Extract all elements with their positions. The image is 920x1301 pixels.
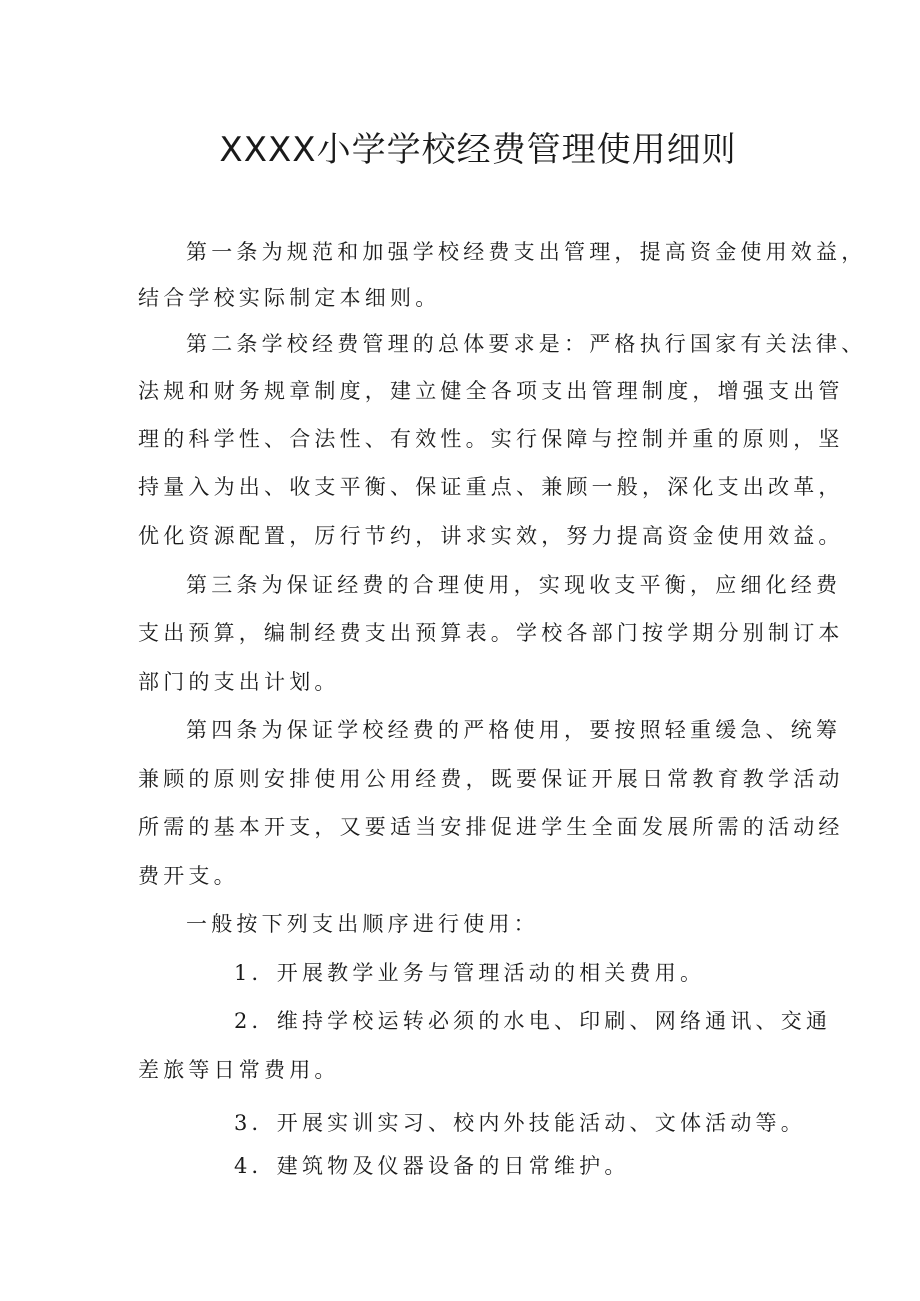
paragraph-line: 所需的基本开支，又要适当安排促进学生全面发展所需的活动经 <box>138 815 844 839</box>
paragraph-line: 支出预算，编制经费支出预算表。学校各部门按学期分别制订本 <box>138 621 844 645</box>
paragraph-line: 结合学校实际制定本细则。 <box>138 286 441 310</box>
paragraph-line: 第三条为保证经费的合理使用，实现收支平衡，应细化经费 <box>186 573 842 597</box>
list-item-continuation: 差旅等日常费用。 <box>138 1058 340 1082</box>
paragraph-line: 法规和财务规章制度，建立健全各项支出管理制度，增强支出管 <box>138 379 844 403</box>
paragraph-line: 优化资源配置，厉行节约，讲求实效，努力提高资金使用效益。 <box>138 524 844 548</box>
paragraph-line: 费开支。 <box>138 864 239 888</box>
paragraph-line: 第二条学校经费管理的总体要求是：严格执行国家有关法律、 <box>186 332 867 356</box>
paragraph-line: 第四条为保证学校经费的严格使用，要按照轻重缓急、统筹 <box>186 718 842 742</box>
document-title: XXXX小学学校经费管理使用细则 <box>219 130 737 170</box>
paragraph-line: 一般按下列支出顺序进行使用： <box>186 912 539 936</box>
list-item: 1．开展教学业务与管理活动的相关费用。 <box>234 961 706 985</box>
list-item: 4．建筑物及仪器设备的日常维护。 <box>234 1154 630 1178</box>
list-item: 3．开展实训实习、校内外技能活动、文体活动等。 <box>234 1111 806 1135</box>
paragraph-line: 兼顾的原则安排使用公用经费，既要保证开展日常教育教学活动 <box>138 767 844 791</box>
paragraph-line: 部门的支出计划。 <box>138 670 340 694</box>
paragraph-line: 第一条为规范和加强学校经费支出管理，提高资金使用效益， <box>186 240 867 264</box>
list-item: 2．维持学校运转必须的水电、印刷、网络通讯、交通 <box>234 1009 832 1033</box>
paragraph-line: 理的科学性、合法性、有效性。实行保障与控制并重的原则，坚 <box>138 427 844 451</box>
paragraph-line: 持量入为出、收支平衡、保证重点、兼顾一般，深化支出改革， <box>138 475 844 499</box>
